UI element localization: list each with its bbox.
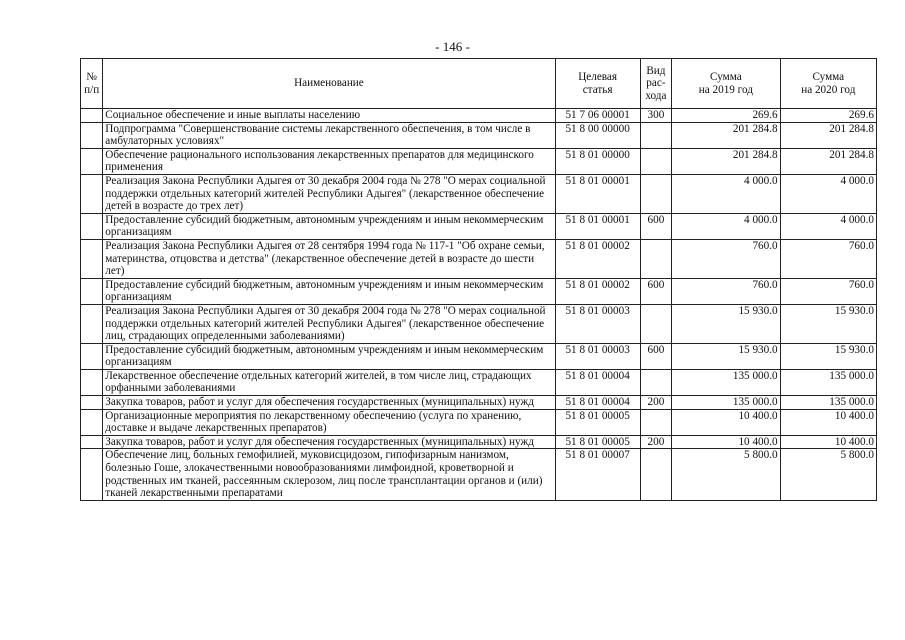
- row-expense-type-cell: [640, 239, 671, 278]
- row-sum-2019-cell: 10 400.0: [672, 409, 780, 435]
- row-sum-2020-cell: 10 400.0: [780, 435, 876, 449]
- row-number-cell: [81, 343, 103, 369]
- row-name-cell: Предоставление субсидий бюджетным, автономным учреждениям и иным некоммерческим организациям: [103, 278, 555, 304]
- table-row: [81, 213, 877, 239]
- row-target-article-cell: 51 8 01 00002: [555, 239, 640, 278]
- row-name-cell: Организационные мероприятия по лекарственному обеспечению (услуга по хранению, доставке и выдаче лекарственных препаратов): [103, 409, 555, 435]
- row-name-cell: Обеспечение лиц, больных гемофилией, муковисцидозом, гипофизарным нанизмом, болезнью Гоше, злокачественными новообразованиями лимфоидной, кроветворной и родственных им тканей, рассеянным склерозом, лиц после трансплантации органов и (или) тканей лекарственными препаратами: [103, 449, 555, 500]
- row-expense-type-cell: [640, 174, 671, 213]
- row-sum-2020-cell: 135 000.0: [780, 396, 876, 410]
- row-number-cell: [81, 369, 103, 395]
- row-number-cell: [81, 449, 103, 500]
- row-number-cell: [81, 239, 103, 278]
- row-expense-type-cell: 300: [640, 109, 671, 123]
- header-name: [103, 59, 555, 109]
- row-sum-2019-cell: 10 400.0: [672, 435, 780, 449]
- row-expense-type-cell: [640, 148, 671, 174]
- row-sum-2020-cell: 201 284.8: [780, 148, 876, 174]
- table-row: [81, 396, 877, 410]
- row-target-article-cell: 51 7 06 00001: [555, 109, 640, 123]
- row-sum-2020-cell: 15 930.0: [780, 304, 876, 343]
- header-sum-2020-line: Сумма: [812, 70, 845, 83]
- row-expense-type-cell: [640, 304, 671, 343]
- row-target-article-cell: 51 8 01 00005: [555, 435, 640, 449]
- row-sum-2020-cell: 10 400.0: [780, 409, 876, 435]
- row-target-article-cell: 51 8 01 00004: [555, 369, 640, 395]
- row-target-article-cell: 51 8 01 00001: [555, 213, 640, 239]
- budget-table: [80, 58, 877, 501]
- table-row: [81, 239, 877, 278]
- row-sum-2019-cell: 135 000.0: [672, 396, 780, 410]
- row-target-article-cell: 51 8 00 00000: [555, 122, 640, 148]
- row-number-cell: [81, 148, 103, 174]
- table-row: [81, 122, 877, 148]
- table-row: [81, 435, 877, 449]
- table-header-row: [81, 59, 877, 109]
- table-row: [81, 109, 877, 123]
- header-sum-2020: [780, 59, 876, 109]
- header-type-line: Вид: [646, 64, 666, 77]
- row-name-cell: Реализация Закона Республики Адыгея от 28 сентября 1994 года № 117-1 "Об охране семьи, материнства, отцовства и детства" (лекарственное обеспечение детей в возрасте до шести лет): [103, 239, 555, 278]
- row-expense-type-cell: 600: [640, 278, 671, 304]
- row-sum-2019-cell: 201 284.8: [672, 148, 780, 174]
- page-number: - 146 -: [435, 39, 470, 54]
- row-expense-type-cell: 200: [640, 396, 671, 410]
- row-sum-2020-cell: 269.6: [780, 109, 876, 123]
- row-sum-2019-cell: 760.0: [672, 239, 780, 278]
- row-name-cell: Закупка товаров, работ и услуг для обеспечения государственных (муниципальных) нужд: [103, 435, 555, 449]
- header-sum-2019: [672, 59, 780, 109]
- header-name-line: Наименование: [294, 77, 364, 90]
- table-row: [81, 369, 877, 395]
- row-number-cell: [81, 278, 103, 304]
- row-number-cell: [81, 409, 103, 435]
- row-expense-type-cell: [640, 122, 671, 148]
- row-name-cell: Лекарственное обеспечение отдельных категорий жителей, в том числе лиц, страдающих орфанными заболеваниями: [103, 369, 555, 395]
- row-name-cell: Социальное обеспечение и иные выплаты населению: [103, 109, 555, 123]
- row-expense-type-cell: [640, 369, 671, 395]
- header-sum-2019-line: Сумма: [710, 70, 742, 83]
- row-sum-2020-cell: 5 800.0: [780, 449, 876, 500]
- table-row: [81, 449, 877, 500]
- header-type-line: хода: [645, 89, 667, 102]
- row-target-article-cell: 51 8 01 00001: [555, 174, 640, 213]
- row-target-article-cell: 51 8 01 00003: [555, 304, 640, 343]
- row-sum-2019-cell: 201 284.8: [672, 122, 780, 148]
- row-number-cell: [81, 435, 103, 449]
- row-sum-2020-cell: 15 930.0: [780, 343, 876, 369]
- row-sum-2019-cell: 5 800.0: [672, 449, 780, 500]
- row-expense-type-cell: 600: [640, 343, 671, 369]
- header-num-line: п/п: [84, 83, 100, 96]
- header-num-line: №: [86, 70, 97, 83]
- row-sum-2020-cell: 4 000.0: [780, 174, 876, 213]
- row-name-cell: Обеспечение рационального использования лекарственных препаратов для медицинского применения: [103, 148, 555, 174]
- row-target-article-cell: 51 8 01 00003: [555, 343, 640, 369]
- header-code-line: статья: [582, 83, 613, 96]
- row-target-article-cell: 51 8 01 00004: [555, 396, 640, 410]
- row-expense-type-cell: [640, 409, 671, 435]
- row-sum-2020-cell: 201 284.8: [780, 122, 876, 148]
- row-number-cell: [81, 174, 103, 213]
- header-num: [81, 59, 103, 109]
- header-sum-2019-line: на 2019 год: [698, 83, 753, 96]
- header-type: [640, 59, 671, 109]
- row-sum-2020-cell: 4 000.0: [780, 213, 876, 239]
- row-target-article-cell: 51 8 01 00007: [555, 449, 640, 500]
- table-row: [81, 304, 877, 343]
- row-number-cell: [81, 109, 103, 123]
- row-sum-2020-cell: 135 000.0: [780, 369, 876, 395]
- table-row: [81, 409, 877, 435]
- row-sum-2019-cell: 760.0: [672, 278, 780, 304]
- table-row: [81, 148, 877, 174]
- table-row: [81, 343, 877, 369]
- row-sum-2019-cell: 135 000.0: [672, 369, 780, 395]
- row-name-cell: Подпрограмма "Совершенствование системы лекарственного обеспечения, в том числе в амбулаторных условиях": [103, 122, 555, 148]
- header-code: [555, 59, 640, 109]
- row-sum-2019-cell: 4 000.0: [672, 213, 780, 239]
- row-name-cell: Реализация Закона Республики Адыгея от 30 декабря 2004 года № 278 "О мерах социальной поддержки отдельных категорий жителей Республики Адыгея" (лекарственное обеспечение детей в возрасте до трех лет): [103, 174, 555, 213]
- table-row: [81, 174, 877, 213]
- row-name-cell: Закупка товаров, работ и услуг для обеспечения государственных (муниципальных) нужд: [103, 396, 555, 410]
- row-expense-type-cell: 600: [640, 213, 671, 239]
- row-target-article-cell: 51 8 01 00002: [555, 278, 640, 304]
- row-expense-type-cell: [640, 449, 671, 500]
- row-sum-2019-cell: 15 930.0: [672, 304, 780, 343]
- row-number-cell: [81, 304, 103, 343]
- row-number-cell: [81, 396, 103, 410]
- row-sum-2019-cell: 269.6: [672, 109, 780, 123]
- row-sum-2020-cell: 760.0: [780, 239, 876, 278]
- row-sum-2019-cell: 15 930.0: [672, 343, 780, 369]
- row-target-article-cell: 51 8 01 00005: [555, 409, 640, 435]
- row-name-cell: Реализация Закона Республики Адыгея от 30 декабря 2004 года № 278 "О мерах социальной поддержки отдельных категорий жителей Республики Адыгея" (лекарственное обеспечение лиц, страдающих определенными заболеваниями): [103, 304, 555, 343]
- table-body: [81, 109, 877, 501]
- header-code-line: Целевая: [578, 70, 618, 83]
- row-expense-type-cell: 200: [640, 435, 671, 449]
- table-row: [81, 278, 877, 304]
- row-number-cell: [81, 213, 103, 239]
- header-type-line: рас-: [646, 77, 666, 90]
- header-sum-2020-line: на 2020 год: [801, 83, 856, 96]
- row-name-cell: Предоставление субсидий бюджетным, автономным учреждениям и иным некоммерческим организациям: [103, 343, 555, 369]
- row-number-cell: [81, 122, 103, 148]
- row-name-cell: Предоставление субсидий бюджетным, автономным учреждениям и иным некоммерческим организациям: [103, 213, 555, 239]
- row-target-article-cell: 51 8 01 00000: [555, 148, 640, 174]
- row-sum-2020-cell: 760.0: [780, 278, 876, 304]
- row-sum-2019-cell: 4 000.0: [672, 174, 780, 213]
